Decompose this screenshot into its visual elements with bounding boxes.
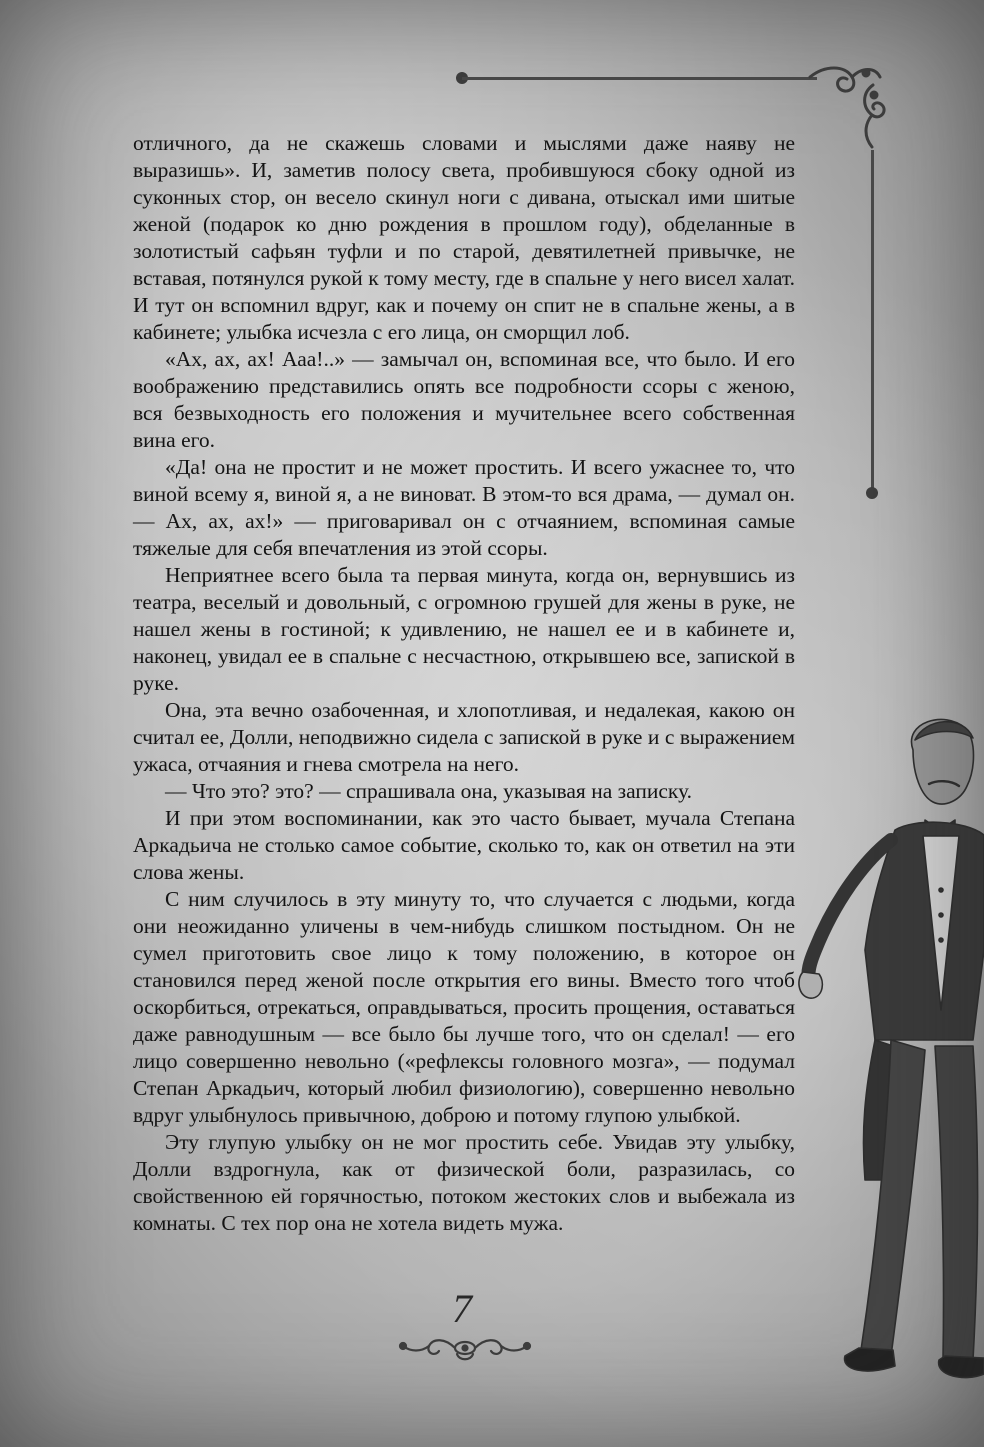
paragraph: Неприятнее всего была та первая минута, когда он, вернувшись из театра, веселый и довольный, с огромною грушей для жены в руке, не нашел жены в гостиной; к удивлению, не нашел ее и в кабинете и, наконец, увидал ее в спальне с несчастною, открывшею все, запиской в руке. — [133, 563, 795, 695]
bottom-flourish-ornament — [395, 1328, 535, 1368]
frame-dot-ornament — [866, 487, 878, 499]
corner-flourish-ornament — [800, 45, 910, 155]
body-text — [133, 130, 795, 1237]
page-number: 7 — [452, 1286, 472, 1331]
paragraph: Она, эта вечно озабоченная, и хлопотливая, и недалекая, какою он считал ее, Долли, неподвижно сидела с запиской в руке и с выражением ужаса, отчаяния и гнева смотрела на него. — [133, 698, 795, 776]
gentleman-in-tailcoat-illustration — [795, 710, 984, 1440]
paragraph: «Да! она не простит и не может простить. И всего ужаснее то, что виной всему я, виной я, а не виноват. В этом-то вся драма, — думал он. — Ах, ах, ах!» — приговаривал он с отчаянием, вспоминая самые тяжелые для себя впечатления из этой ссоры. — [133, 455, 795, 560]
frame-line-right — [871, 150, 874, 490]
paragraph: И при этом воспоминании, как это часто бывает, мучала Степана Аркадьича не столько самое событие, сколько то, как он ответил на эти слова жены. — [133, 806, 795, 884]
paragraph: — Что это? это? — спрашивала она, указывая на записку. — [165, 779, 693, 803]
paragraph: С ним случилось в эту минуту то, что случается с людьми, когда они неожиданно уличены в чем-нибудь слишком постыдном. Он не сумел приготовить свое лицо к тому положению, в которое он становился перед женой после открытия его вины. Вместо того чтоб оскорбиться, отрекаться, оправдываться, просить прощения, оставаться даже равнодушным — все было бы лучше того, что он сделал! — его лицо совершенно невольно («рефлексы головного мозга», — подумал Степан Аркадьич, который любил физиологию), совершенно невольно вдруг улыбнулось привычною, доброю и потому глупою улыбкой. — [133, 887, 795, 1127]
paragraph: «Ах, ах, ах! Ааа!..» — замычал он, вспоминая все, что было. И его воображению представились опять все подробности ссоры с женою, вся безвыходность его положения и мучительнее всего собственная вина его. — [133, 347, 795, 452]
paragraph: Эту глупую улыбку он не мог простить себе. Увидав эту улыбку, Долли вздрогнула, как от физической боли, разразилась, со свойственною ей горячностью, потоком жестоких слов и выбежала из комнаты. С тех пор она не хотела видеть мужа. — [133, 1130, 795, 1235]
paragraph: отличного, да не скажешь словами и мыслями даже наяву не выразишь». И, заметив полосу света, пробившуюся сбоку одной из суконных стор, он весело скинул ноги с дивана, отыскал ими шитые женой (подарок ко дню рождения в прошлом году), обделанные в золотистый сафьян туфли и по старой, девятилетней привычке, не вставая, потянулся рукой к тому месту, где в спальне у него висел халат. И тут он вспомнил вдруг, как и почему он спит не в спальне жены, а в кабинете; улыбка исчезла с его лица, он сморщил лоб. — [133, 131, 795, 344]
frame-line-top — [462, 77, 817, 80]
